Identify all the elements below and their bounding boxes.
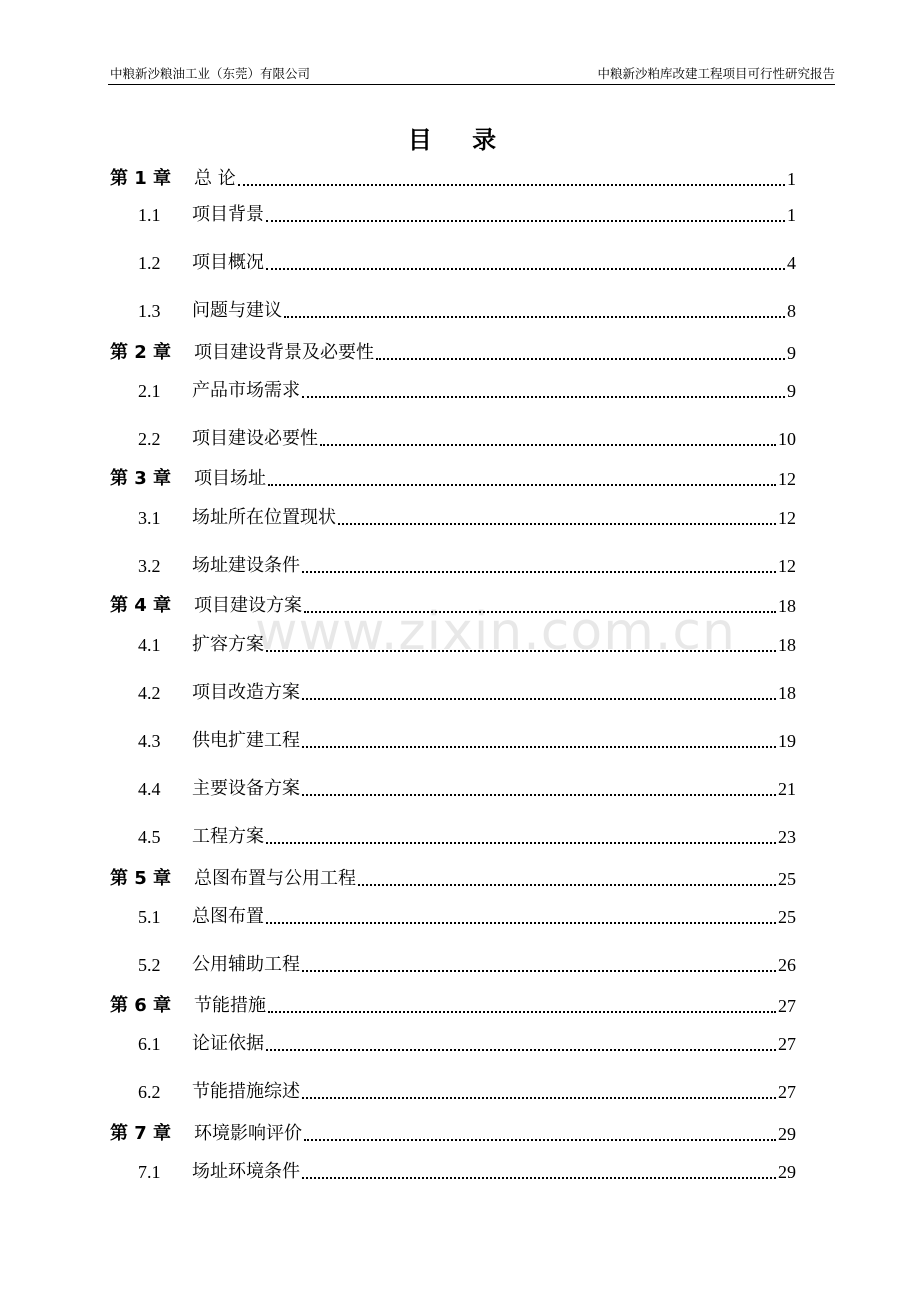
toc-page-number: 9 [787,381,796,401]
toc-entry-number: 3.1 [138,508,161,528]
toc-page-number: 29 [778,1124,796,1144]
toc-entry-number: 第 2 章 [110,342,172,363]
toc-entry-title: 环境影响评价 [194,1123,302,1144]
toc-entry-number: 4.3 [138,731,161,751]
toc-section-entry[interactable] [108,728,796,754]
toc-page-number: 27 [778,996,796,1016]
toc-leader-dots [284,316,785,318]
toc-leader-dots [266,650,776,652]
toc-entry-title: 供电扩建工程 [192,730,300,751]
toc-page-number: 25 [778,869,796,889]
toc-entry-number: 第 1 章 [110,168,172,189]
toc-page-number: 19 [778,731,796,751]
toc-leader-dots [266,842,776,844]
toc-page-number: 9 [787,343,796,363]
toc-entry-number: 4.1 [138,635,161,655]
header-company: 中粮新沙粮油工业（东莞）有限公司 [110,66,311,81]
toc-chapter-entry[interactable] [108,166,796,192]
toc-entry-title: 项目概况 [192,252,264,273]
toc-chapter-entry[interactable] [108,866,796,892]
toc-leader-dots [304,611,776,613]
toc-leader-dots [376,358,785,360]
toc-entry-number: 5.1 [138,907,161,927]
page-title: 目 录 [407,126,513,154]
toc-page-number: 25 [778,907,796,927]
toc-entry-number: 第 6 章 [110,995,172,1016]
toc-entry-number: 1.2 [138,253,161,273]
toc-entry-number: 6.1 [138,1034,161,1054]
toc-leader-dots [302,396,785,398]
toc-entry-number: 5.2 [138,955,161,975]
toc-entry-title: 总 论 [194,168,236,189]
toc-entry-number: 7.1 [138,1162,161,1182]
toc-section-entry[interactable] [108,426,796,452]
toc-section-entry[interactable] [108,378,796,404]
toc-section-entry[interactable] [108,632,796,658]
toc-section-entry[interactable] [108,1159,796,1185]
toc-page-number: 29 [778,1162,796,1182]
toc-entry-title: 总图布置与公用工程 [194,868,356,889]
watermark: www.zixin.com.cn [255,602,736,662]
toc-leader-dots [302,1097,776,1099]
toc-entry-title: 公用辅助工程 [192,954,300,975]
toc-leader-dots [302,970,776,972]
toc-page-number: 12 [778,469,796,489]
toc-entry-number: 4.5 [138,827,161,847]
toc-leader-dots [268,1011,776,1013]
toc-leader-dots [320,444,776,446]
toc-leader-dots [266,220,785,222]
toc-page-number: 10 [778,429,796,449]
toc-page-number: 23 [778,827,796,847]
toc-entry-number: 第 7 章 [110,1123,172,1144]
toc-entry-number: 1.1 [138,205,161,225]
toc-page-number: 8 [787,301,796,321]
toc-entry-title: 主要设备方案 [192,778,300,799]
toc-chapter-entry[interactable] [108,993,796,1019]
toc-entry-number: 4.4 [138,779,161,799]
toc-page-number: 26 [778,955,796,975]
toc-entry-title: 项目改造方案 [192,682,300,703]
toc-entry-number: 6.2 [138,1082,161,1102]
toc-chapter-entry[interactable] [108,593,796,619]
toc-page-number: 27 [778,1082,796,1102]
toc-chapter-entry[interactable] [108,340,796,366]
toc-entry-title: 项目建设方案 [194,595,302,616]
toc-leader-dots [266,268,785,270]
toc-leader-dots [302,794,776,796]
toc-section-entry[interactable] [108,1079,796,1105]
toc-page-number: 18 [778,683,796,703]
toc-section-entry[interactable] [108,824,796,850]
toc-entry-number: 4.2 [138,683,161,703]
toc-section-entry[interactable] [108,250,796,276]
toc-leader-dots [304,1139,776,1141]
toc-section-entry[interactable] [108,505,796,531]
toc-page-number: 12 [778,508,796,528]
toc-section-entry[interactable] [108,680,796,706]
toc-entry-title: 项目背景 [192,204,264,225]
toc-section-entry[interactable] [108,553,796,579]
header-report-title: 中粮新沙粕库改建工程项目可行性研究报告 [597,66,835,81]
toc-entry-title: 问题与建议 [192,300,282,321]
toc-section-entry[interactable] [108,952,796,978]
toc-chapter-entry[interactable] [108,466,796,492]
toc-page-number: 21 [778,779,796,799]
toc-entry-title: 场址所在位置现状 [192,507,336,528]
toc-entry-title: 节能措施 [194,995,266,1016]
toc-page-number: 27 [778,1034,796,1054]
toc-leader-dots [266,922,776,924]
toc-entry-title: 工程方案 [192,826,264,847]
toc-leader-dots [302,746,776,748]
toc-section-entry[interactable] [108,1031,796,1057]
toc-section-entry[interactable] [108,776,796,802]
toc-entry-number: 第 4 章 [110,595,172,616]
toc-page-number: 12 [778,556,796,576]
toc-entry-number: 第 3 章 [110,468,172,489]
toc-leader-dots [338,523,776,525]
toc-entry-number: 1.3 [138,301,161,321]
toc-leader-dots [302,571,776,573]
toc-leader-dots [302,1177,776,1179]
toc-page-number: 4 [787,253,796,273]
toc-leader-dots [302,698,776,700]
toc-section-entry[interactable] [108,298,796,324]
toc-page-number: 1 [787,205,796,225]
toc-entry-title: 项目建设必要性 [192,428,318,449]
toc-entry-title: 总图布置 [192,906,264,927]
toc-leader-dots [268,484,776,486]
toc-leader-dots [358,884,776,886]
toc-page-number: 18 [778,596,796,616]
toc-page-number: 18 [778,635,796,655]
toc-entry-title: 产品市场需求 [192,380,300,401]
toc-section-entry[interactable] [108,904,796,930]
toc-leader-dots [238,184,785,186]
toc-entry-title: 项目场址 [194,468,266,489]
toc-entry-number: 2.2 [138,429,161,449]
toc-entry-title: 论证依据 [192,1033,264,1054]
toc-entry-title: 节能措施综述 [192,1081,300,1102]
toc-entry-title: 场址环境条件 [192,1161,300,1182]
toc-entry-title: 扩容方案 [192,634,264,655]
toc-entry-title: 项目建设背景及必要性 [194,342,374,363]
page-header [108,64,835,85]
toc-entry-number: 3.2 [138,556,161,576]
toc-entry-number: 第 5 章 [110,868,172,889]
toc-entry-title: 场址建设条件 [192,555,300,576]
toc-entry-number: 2.1 [138,381,161,401]
toc-chapter-entry[interactable] [108,1121,796,1147]
toc-leader-dots [266,1049,776,1051]
toc-page-number: 1 [787,169,796,189]
toc-section-entry[interactable] [108,202,796,228]
